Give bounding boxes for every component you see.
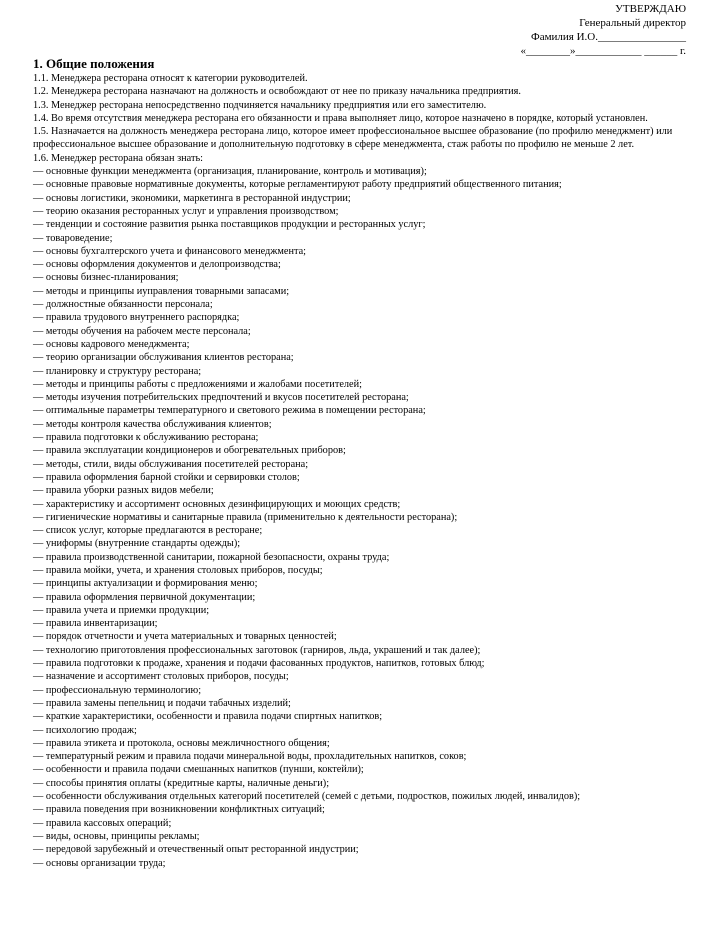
list-item: — методы, стили, виды обслуживания посетителей ресторана; — [33, 458, 309, 470]
approve-heading: УТВЕРЖДАЮ — [615, 3, 686, 15]
list-item: — передовой зарубежный и отечественный опыт ресторанной индустрии; — [33, 844, 359, 856]
list-item: — правила производственной санитарии, пожарной безопасности, охраны труда; — [33, 551, 390, 563]
list-item: — планировку и структуру ресторана; — [33, 365, 202, 377]
paragraph-1-3: 1.3. Менеджер ресторана непосредственно подчиняется начальнику предприятия или его заместителю. — [33, 99, 487, 111]
document-body — [33, 56, 683, 870]
list-item: — товароведение; — [33, 232, 113, 244]
list-item: — правила учета и приемки продукции; — [33, 604, 210, 616]
list-item: — основные правовые нормативные документы, которые регламентируют работу предприятий общественного питания; — [33, 179, 562, 191]
list-item: — особенности и правила подачи смешанных напитков (пунши, коктейли); — [33, 764, 364, 776]
list-item: — основы кадрового менеджмента; — [33, 338, 190, 350]
list-item: — назначение и ассортимент столовых приборов, посуды; — [33, 671, 289, 683]
list-item: — основы бухгалтерского учета и финансового менеджмента; — [33, 245, 307, 257]
list-item: — методы и принципы иуправления товарными запасами; — [33, 285, 290, 297]
paragraph-1-5: 1.5. Назначается на должность менеджера ресторана лицо, которое имеет профессиональное высшее образование (по профилю менеджмент) или профессиональное высшее образование и дополнительную подготовку в сфере менеджмента, стаж работы по профилю не меньше 2 лет. — [33, 126, 673, 151]
list-item: — правила подготовки к обслуживанию ресторана; — [33, 432, 259, 444]
list-item: — правила оформления барной стойки и сервировки столов; — [33, 471, 300, 483]
director-name-line: Фамилия И.О.________________ — [531, 31, 686, 43]
list-item: — основы бизнес-планирования; — [33, 272, 179, 284]
list-item: — правила кассовых операций; — [33, 817, 172, 829]
list-item: — список услуг, которые предлагаются в ресторане; — [33, 525, 263, 537]
list-item: — методы обучения на рабочем месте персонала; — [33, 325, 251, 337]
list-item: — правила уборки разных видов мебели; — [33, 485, 214, 497]
director-position: Генеральный директор — [579, 17, 686, 29]
list-item: — основы логистики, экономики, маркетинга в ресторанной индустрии; — [33, 192, 351, 204]
list-item: — основы оформления документов и делопроизводства; — [33, 259, 281, 271]
paragraph-1-1: 1.1. Менеджера ресторана относят к категории руководителей. — [33, 73, 308, 84]
list-item: — теорию оказания ресторанных услуг и управления производством; — [33, 205, 339, 217]
list-item: — особенности обслуживания отдельных категорий посетителей (семей с детьми, подростков, пожилых людей, инвалидов); — [33, 791, 581, 803]
list-item: — психологию продаж; — [33, 724, 137, 736]
list-item: — правила подготовки к продаже, хранения и подачи фасованных продуктов, напитков, готовых блюд; — [33, 658, 485, 670]
list-item: — правила оформления первичной документации; — [33, 591, 256, 603]
list-item: — правила трудового внутреннего распорядка; — [33, 312, 240, 324]
list-item: — теорию организации обслуживания клиентов ресторана; — [33, 352, 294, 364]
list-item: — методы изучения потребительских предпочтений и вкусов посетителей ресторана; — [33, 392, 409, 404]
list-item: — способы принятия оплаты (кредитные карты, наличные деньги); — [33, 777, 330, 789]
list-item: — основные функции менеджмента (организация, планирование, контроль и мотивация); — [33, 166, 427, 178]
list-item: — правила этикета и протокола, основы межличностного общения; — [33, 737, 330, 749]
list-item: — правила мойки, учета, и хранения столовых приборов, посуды; — [33, 564, 323, 576]
list-item: — униформы (внутренние стандарты одежды); — [33, 538, 241, 550]
list-item: — характеристику и ассортимент основных дезинфицирующих и моющих средств; — [33, 498, 401, 510]
paragraph-1-4: 1.4. Во время отсутствия менеджера ресторана его обязанности и права выполняет лицо, которое назначено в порядке, который установлен. — [33, 112, 648, 124]
list-item: — правила поведения при возникновении конфликтных ситуаций; — [33, 804, 325, 816]
list-item: — методы контроля качества обслуживания клиентов; — [33, 418, 272, 430]
list-item: — методы и принципы работы с предложениями и жалобами посетителей; — [33, 378, 362, 390]
list-item: — должностные обязанности персонала; — [33, 299, 213, 311]
approval-block — [520, 2, 686, 58]
knowledge-list — [33, 165, 683, 870]
paragraph-1-6: 1.6. Менеджер ресторана обязан знать: — [33, 152, 204, 164]
list-item: — принципы актуализации и формирования меню; — [33, 578, 258, 590]
paragraph-1-2: 1.2. Менеджера ресторана назначают на должность и освобождают от нее по приказу начальника предприятия. — [33, 86, 521, 98]
list-item: — профессиональную терминологию; — [33, 684, 202, 696]
list-item: — правила инвентаризации; — [33, 618, 158, 630]
list-item: — оптимальные параметры температурного и светового режима в помещении ресторана; — [33, 405, 426, 417]
approval-date-line: «________»____________ ______ г. — [520, 45, 686, 57]
list-item: — правила эксплуатации кондиционеров и обогревательных приборов; — [33, 445, 346, 457]
list-item: — тенденции и состояние развития рынка поставщиков продукции и ресторанных услуг; — [33, 219, 426, 231]
list-item: — основы организации труда; — [33, 857, 166, 869]
list-item: — правила замены пепельниц и подачи табачных изделий; — [33, 697, 291, 709]
list-item: — технологию приготовления профессиональных заготовок (гарниров, льда, украшений и так далее); — [33, 644, 481, 656]
list-item: — краткие характеристики, особенности и правила подачи спиртных напитков; — [33, 711, 383, 723]
section-title: 1. Общие положения — [33, 56, 155, 71]
list-item: — порядок отчетности и учета материальных и товарных ценностей; — [33, 631, 337, 643]
list-item: — гигиенические нормативы и санитарные правила (применительно к деятельности ресторана); — [33, 511, 458, 523]
list-item: — виды, основы, принципы рекламы; — [33, 830, 200, 842]
list-item: — температурный режим и правила подачи минеральной воды, прохладительных напитков, соков; — [33, 751, 467, 763]
